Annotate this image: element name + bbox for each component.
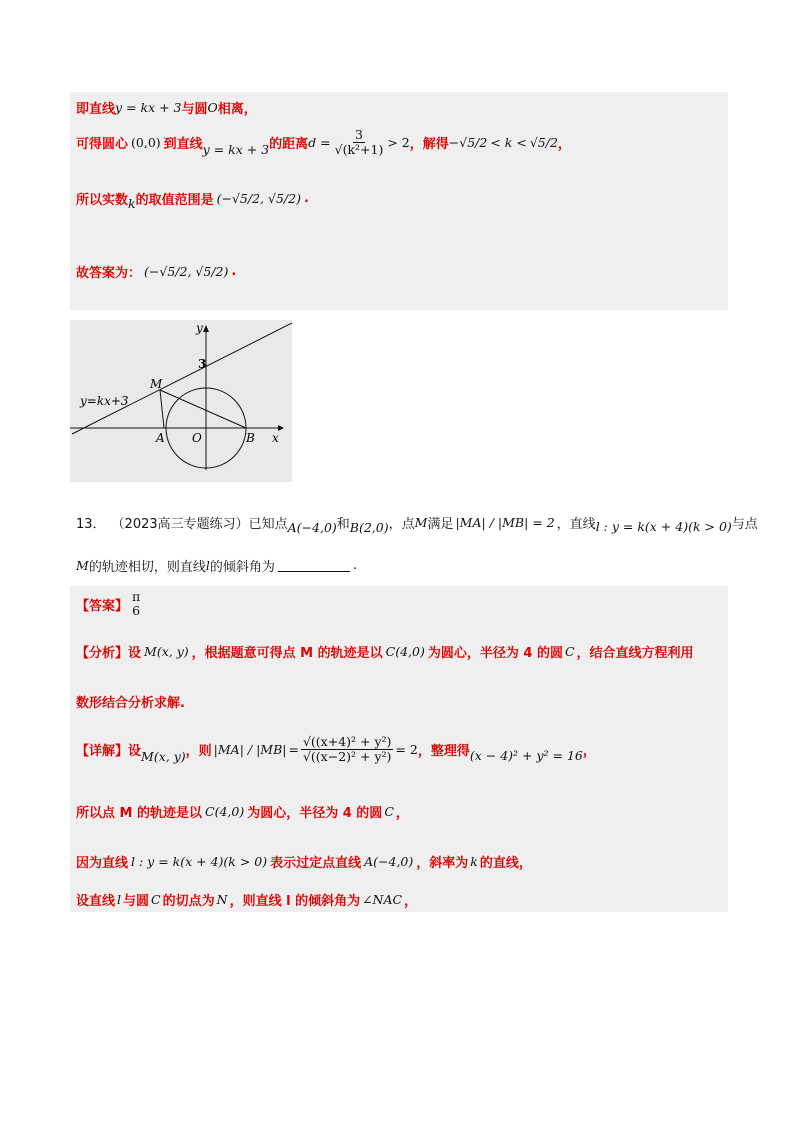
text: 的轨迹相切，则直线 — [88, 560, 206, 575]
text: 到直线 — [163, 137, 203, 153]
text: . — [303, 191, 309, 206]
math-line-eq: y = kx + 3 — [202, 142, 270, 158]
math-range: (−√5/2, √5/2) — [216, 191, 301, 206]
text: 为圆心，半径为 4 的圆 — [427, 646, 563, 661]
math-ratio: |MA| / |MB| = 2 — [455, 515, 555, 530]
text: . — [352, 558, 357, 573]
text: 的取值范围是 — [135, 193, 214, 208]
text: 因为直线 — [76, 856, 129, 871]
text: 的切点为 — [162, 894, 215, 909]
detail-label: 【详解】设 — [76, 744, 142, 760]
detail-line-4 — [76, 890, 417, 909]
text: （2023高三专题练习）已知点 — [111, 517, 288, 532]
math-point-A: A(−4,0) — [364, 854, 414, 869]
coordinate-figure — [70, 320, 292, 482]
math-d: d = — [308, 135, 331, 151]
text: 为圆心，半径为 4 的圆 — [247, 806, 383, 821]
math-O: O — [207, 100, 218, 115]
detail-line-1: 【详解】设 M(x, y) ，则 |MA| / |MB| = $\frac{\text{√((x+4)² + y²)}}{\text{√((x−2)² + y²)}}$ = 2 ，整理得 (x − 4)² + y² = 16 ， — [76, 734, 596, 765]
math-C: C(4,0) — [205, 804, 245, 819]
math-l: l — [117, 892, 122, 907]
math-circle-eq: (x − 4)² + y² = 16 — [469, 748, 583, 764]
detail-line-3 — [76, 852, 532, 871]
text: ，则 — [185, 744, 212, 760]
math-point-A: A(−4,0) — [287, 520, 337, 535]
numerator: 3 — [355, 127, 363, 142]
line-3 — [76, 186, 309, 211]
math-M: M — [76, 558, 89, 573]
math-line-l: l : y = k(x + 4)(k > 0) — [131, 854, 268, 869]
math-ineq-right: √5/2 — [529, 135, 558, 151]
A-label: A — [156, 431, 165, 445]
numerator: √((x+4)² + y²) — [302, 734, 392, 749]
text: ，结合直线方程利用 — [576, 646, 694, 661]
analysis-label: 【分析】设 — [76, 646, 142, 661]
line-4 — [76, 262, 236, 281]
math-line-l: l : y = k(x + 4)(k > 0) — [595, 519, 732, 534]
text: 所以实数 — [76, 193, 129, 208]
math-ineq-left: −√5/2 — [448, 135, 488, 151]
text: 满足 — [427, 517, 454, 532]
math-line-eq: y = kx + 3 — [115, 100, 182, 115]
math-C: C(4,0) — [385, 644, 425, 659]
text: 相离， — [217, 102, 257, 117]
math-C: C — [564, 644, 575, 659]
text: ，斜率为 — [416, 856, 469, 871]
question-13-line-1 — [76, 510, 758, 535]
three-label: 3 — [198, 357, 207, 371]
math-M: M(x, y) — [144, 644, 189, 659]
answer-fraction — [130, 590, 142, 619]
y-label: y — [196, 321, 203, 335]
text: ， — [582, 744, 596, 760]
text: ， — [404, 894, 418, 909]
math-k: k — [470, 854, 478, 869]
text: 即直线 — [76, 102, 116, 117]
text: . — [231, 264, 237, 279]
analysis-line-2 — [76, 692, 185, 711]
question-13-line-2 — [76, 556, 357, 575]
answer-blank — [278, 559, 350, 572]
math-range: (−√5/2, √5/2) — [144, 264, 229, 279]
math-N: N — [216, 892, 228, 907]
answer-label: 【答案】 — [76, 598, 129, 614]
text: 与点 — [731, 517, 758, 532]
text: 表示过定点直线 — [270, 856, 362, 871]
math-point-B: B(2,0) — [349, 520, 389, 535]
math-ineq-mid: < k < — [490, 135, 527, 151]
text: 与圆 — [123, 894, 150, 909]
text: ，则直线 l 的倾斜角为 — [229, 894, 361, 909]
question-number: 13． — [76, 517, 106, 532]
B-label: B — [246, 431, 255, 445]
M-label: M — [150, 377, 163, 391]
text: 的距离 — [269, 137, 309, 153]
text: ，点 — [388, 517, 415, 532]
text: 可得圆心 — [76, 137, 129, 153]
detail-line-2 — [76, 802, 409, 821]
denominator: √((x−2)² + y²) — [302, 749, 392, 765]
text: 设直线 — [76, 894, 116, 909]
math-gt: > 2 — [387, 135, 410, 151]
text: 数形结合分析求解. — [76, 696, 185, 711]
denominator: √(k²+1) — [334, 142, 384, 158]
analysis-line-1 — [76, 642, 694, 661]
text: ，根据题意可得点 M 的轨迹是以 — [191, 646, 383, 661]
text: 故答案为： — [76, 266, 142, 281]
math-center: (0,0) — [131, 135, 161, 151]
distance-fraction — [333, 128, 386, 158]
numerator: π — [132, 589, 141, 604]
text: 所以点 M 的轨迹是以 — [76, 806, 202, 821]
math-eq: = 2 — [395, 742, 418, 758]
math-k: k — [128, 196, 136, 211]
text: ， — [557, 137, 571, 153]
text: 与圆 — [181, 102, 208, 117]
text: ，整理得 — [417, 744, 470, 760]
math-ratio: |MA| / |MB| — [213, 742, 287, 758]
math-M: M — [414, 515, 428, 530]
math-angle: ∠NAC — [362, 892, 403, 907]
denominator: 6 — [132, 603, 141, 619]
x-label: x — [272, 431, 279, 445]
line-1 — [76, 98, 257, 117]
O-label: O — [192, 431, 202, 445]
math-C: C — [384, 804, 394, 819]
line-label: y=kx+3 — [80, 394, 129, 408]
text: ，解得 — [409, 137, 449, 153]
math-C: C — [151, 892, 161, 907]
ratio-fraction — [301, 735, 393, 765]
text: ，直线 — [556, 517, 596, 532]
text: 的直线， — [479, 856, 532, 871]
text: 的倾斜角为 — [209, 560, 275, 575]
text: 和 — [336, 517, 350, 532]
text: ， — [395, 806, 409, 821]
line-2 — [76, 128, 571, 158]
math-l: l — [205, 558, 210, 573]
math-M: M(x, y) — [141, 749, 186, 765]
answer-line — [76, 590, 144, 619]
